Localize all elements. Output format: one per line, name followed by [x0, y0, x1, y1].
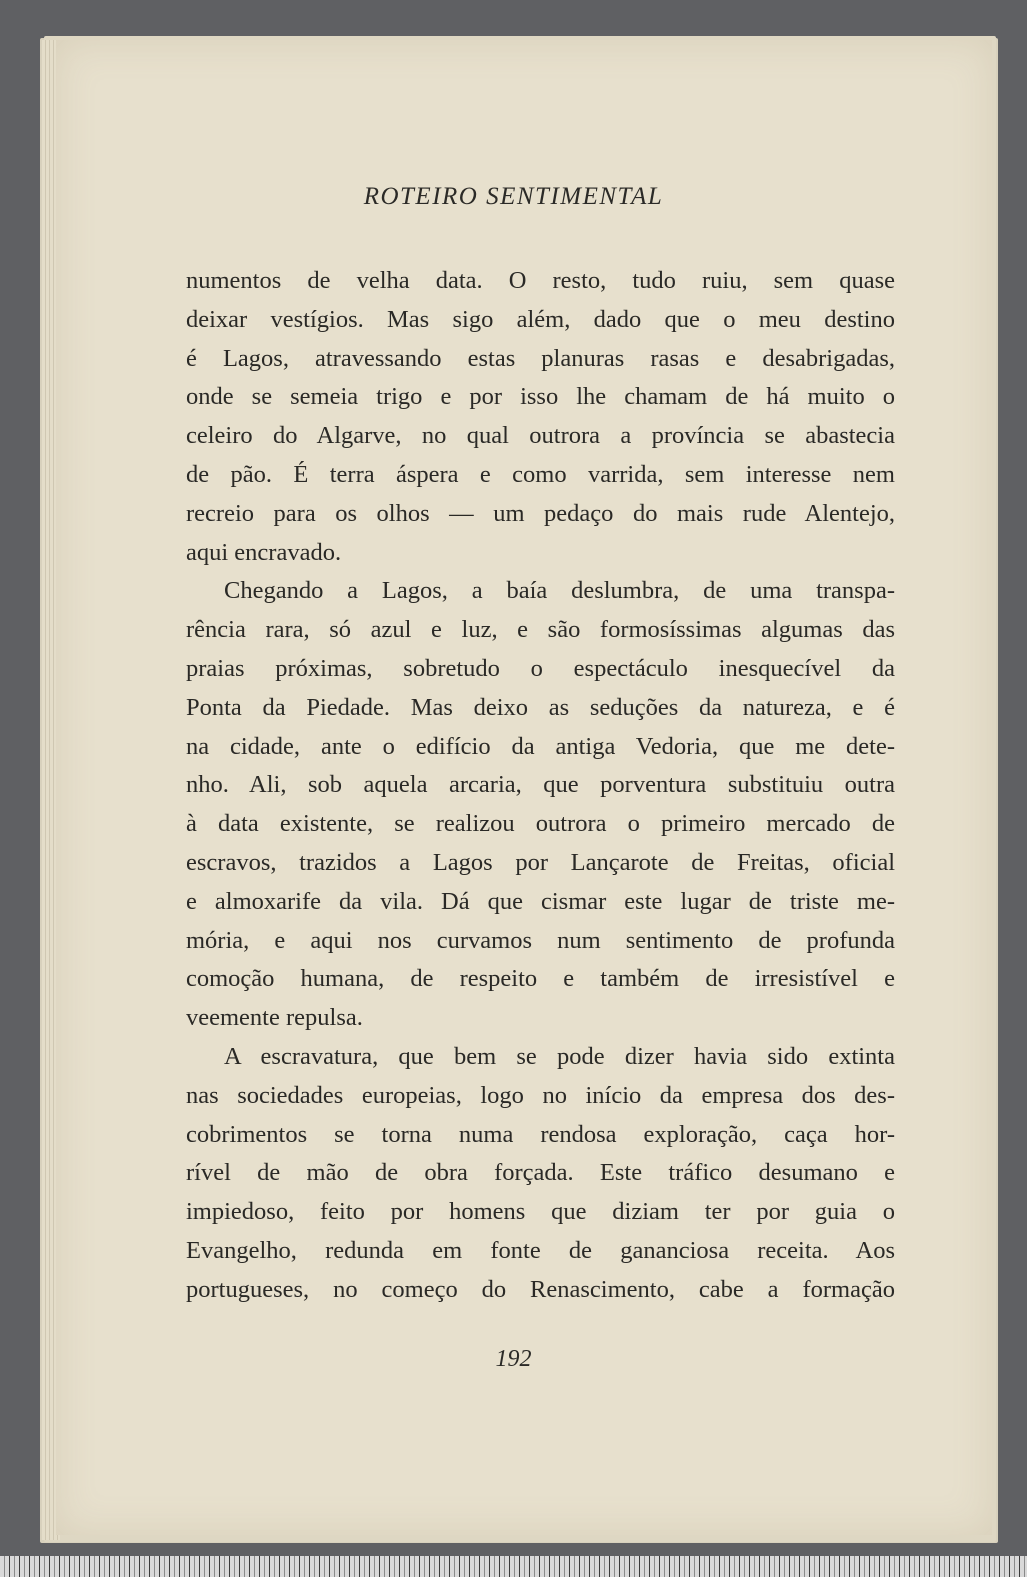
- text-line: nho. Ali, sob aquela arcaria, que porventura substituiu outra: [186, 771, 895, 799]
- text-line: numentos de velha data. O resto, tudo ruiu, sem quase: [186, 267, 895, 294]
- text-line: aqui encravado.: [186, 538, 342, 566]
- running-head: ROTEIRO SENTIMENTAL: [363, 183, 664, 210]
- text-line: de pão. É terra áspera e como varrida, sem interesse nem: [186, 460, 895, 488]
- text-line: rível de mão de obra forçada. Este tráfico desumano e: [186, 1159, 895, 1187]
- text-line: impiedoso, feito por homens que diziam ter por guia o: [186, 1198, 895, 1226]
- page-number: 192: [495, 1346, 532, 1372]
- text-line: cobrimentos se torna numa rendosa exploração, caça hor-: [186, 1120, 895, 1148]
- text-line: onde se semeia trigo e por isso lhe chamam de há muito o: [186, 383, 895, 411]
- text-line: é Lagos, atravessando estas planuras rasas e desabrigadas,: [186, 344, 895, 372]
- body-text: [186, 262, 895, 1310]
- scan-ruler: [0, 1556, 1027, 1577]
- text-line: na cidade, ante o edifício da antiga Vedoria, que me dete-: [186, 732, 895, 760]
- text-line: escravos, trazidos a Lagos por Lançarote de Freitas, oficial: [186, 848, 895, 876]
- text-line: recreio para os olhos — um pedaço do mais rude Alentejo,: [186, 499, 895, 527]
- text-line: à data existente, se realizou outrora o primeiro mercado de: [186, 810, 895, 838]
- text-line: comoção humana, de respeito e também de irresistível e: [186, 965, 895, 993]
- text-line: Evangelho, redunda em fonte de gananciosa receita. Aos: [186, 1236, 895, 1264]
- text-line: A escravatura, que bem se pode dizer havia sido extinta: [224, 1042, 895, 1070]
- text-line: celeiro do Algarve, no qual outrora a província se abastecia: [186, 422, 895, 450]
- text-line: mória, e aqui nos curvamos num sentimento de profunda: [186, 926, 895, 954]
- text-line: nas sociedades europeias, logo no início da empresa dos des-: [186, 1081, 895, 1109]
- text-line: Ponta da Piedade. Mas deixo as seduções da natureza, e é: [186, 693, 895, 721]
- text-line: rência rara, só azul e luz, e são formosíssimas algumas das: [186, 616, 895, 644]
- text-line: e almoxarife da vila. Dá que cismar este lugar de triste me-: [186, 887, 895, 915]
- text-line: praias próximas, sobretudo o espectáculo inesquecível da: [186, 654, 895, 682]
- text-line: deixar vestígios. Mas sigo além, dado que o meu destino: [186, 305, 895, 333]
- text-line: portugueses, no começo do Renascimento, cabe a formação: [186, 1275, 895, 1303]
- text-line: veemente repulsa.: [186, 1004, 363, 1032]
- text-line: Chegando a Lagos, a baía deslumbra, de uma transpa-: [224, 577, 895, 605]
